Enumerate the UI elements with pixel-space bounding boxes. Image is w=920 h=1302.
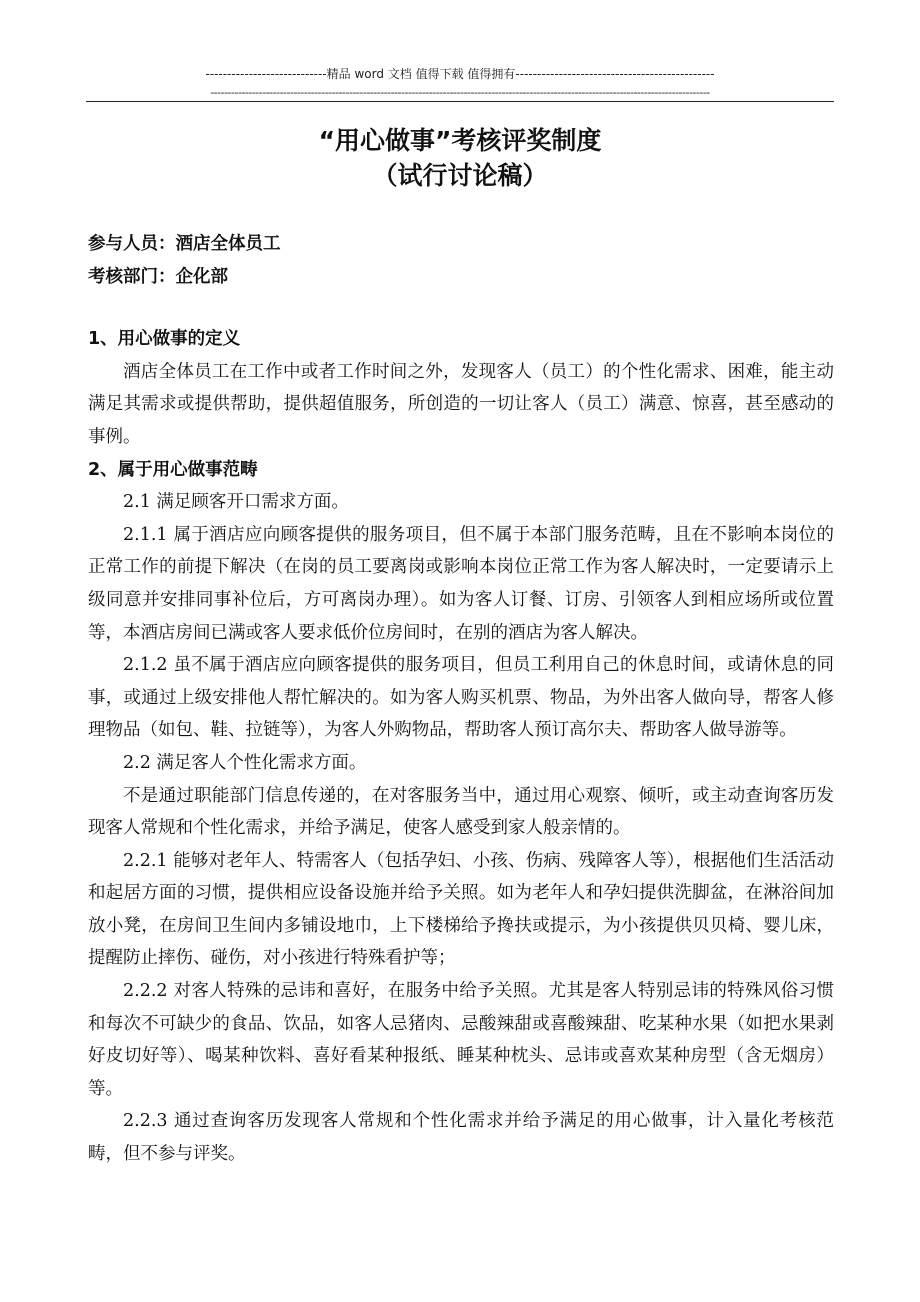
section-1-paragraph: 酒店全体员工在工作中或者工作时间之外，发现客人（员工）的个性化需求、困难，能主动满足其需求或提供帮助，提供超值服务，所创造的一切让客人（员工）满意、惊喜，甚至感动的事例。 [88,361,834,447]
section-1-heading: 1、用心做事的定义 [88,329,241,350]
clause-2-1-2: 2.1.2 虽不属于酒店应向顾客提供的服务项目，但员工利用自己的休息时间，或请休息的同事，或通过上级安排他人帮忙解决的。如为客人购买机票、物品，为外出客人做向导，帮客人修理物品（如包、鞋、拉链等），为客人外购物品，帮助客人预订高尔夫、帮助客人做导游等。 [88,655,834,741]
clause-2-1-1: 2.1.1 属于酒店应向顾客提供的服务项目，但不属于本部门服务范畴，且在不影响本岗位的正常工作的前提下解决（在岗的员工要离岗或影响本岗位正常工作为客人解决时，一定要请示上级同意并安排同事补位后，方可离岗办理）。如为客人订餐、订房、引领客人到相应场所或位置等，本酒店房间已满或客人要求低价位房间时，在别的酒店为客人解决。 [88,524,834,643]
header-dash-line: ------------------------------------------------------------------------------------------------------------------------------------------------ [210,86,710,99]
header-rule [86,101,834,102]
clause-2-2-3: 2.2.3 通过查询客历发现客人常规和个性化需求并给予满足的用心做事，计入量化考核范畴，但不参与评奖。 [88,1111,834,1165]
clause-2-2: 2.2 满足客人个性化需求方面。 [123,752,367,773]
department-line: 考核部门：企化部 [88,266,228,287]
clause-2-2-1: 2.2.1 能够对老年人、特需客人（包括孕妇、小孩、伤病、残障客人等），根据他们生活活动和起居方面的习惯，提供相应设备设施并给予关照。如为老年人和孕妇提供洗脚盆，在淋浴间加放小凳，在房间卫生间内多铺设地巾，上下楼梯给予搀扶或提示，为小孩提供贝贝椅、婴儿床，提醒防止摔伤、碰伤，对小孩进行特殊看护等； [88,850,834,969]
document-body [88,228,834,1171]
header-banner: ----------------------------精品 word 文档 值得下载 值得拥有---------------------------------------------- [205,67,715,81]
spacer [88,293,834,323]
section-2-heading: 2、属于用心做事范畴 [88,459,258,480]
participants-line: 参与人员：酒店全体员工 [88,234,281,254]
document-subtitle: （试行讨论稿） [372,161,548,190]
clause-2-2-paragraph: 不是通过职能部门信息传递的，在对客服务当中，通过用心观察、倾听，或主动查询客历发现客人常规和个性化需求，并给予满足，使客人感受到家人般亲情的。 [88,785,834,839]
clause-2-1: 2.1 满足顾客开口需求方面。 [123,492,349,513]
document-title: “用心做事”考核评奖制度 [318,126,602,155]
clause-2-2-2: 2.2.2 对客人特殊的忌讳和喜好，在服务中给予关照。尤其是客人特别忌讳的特殊风俗习惯和每次不可缺少的食品、饮品，如客人忌猪肉、忌酸辣甜或喜酸辣甜、吃某种水果（如把水果剥好皮切好等）、喝某种饮料、喜好看某种报纸、睡某种枕头、忌讳或喜欢某种房型（含无烟房）等。 [88,981,834,1099]
